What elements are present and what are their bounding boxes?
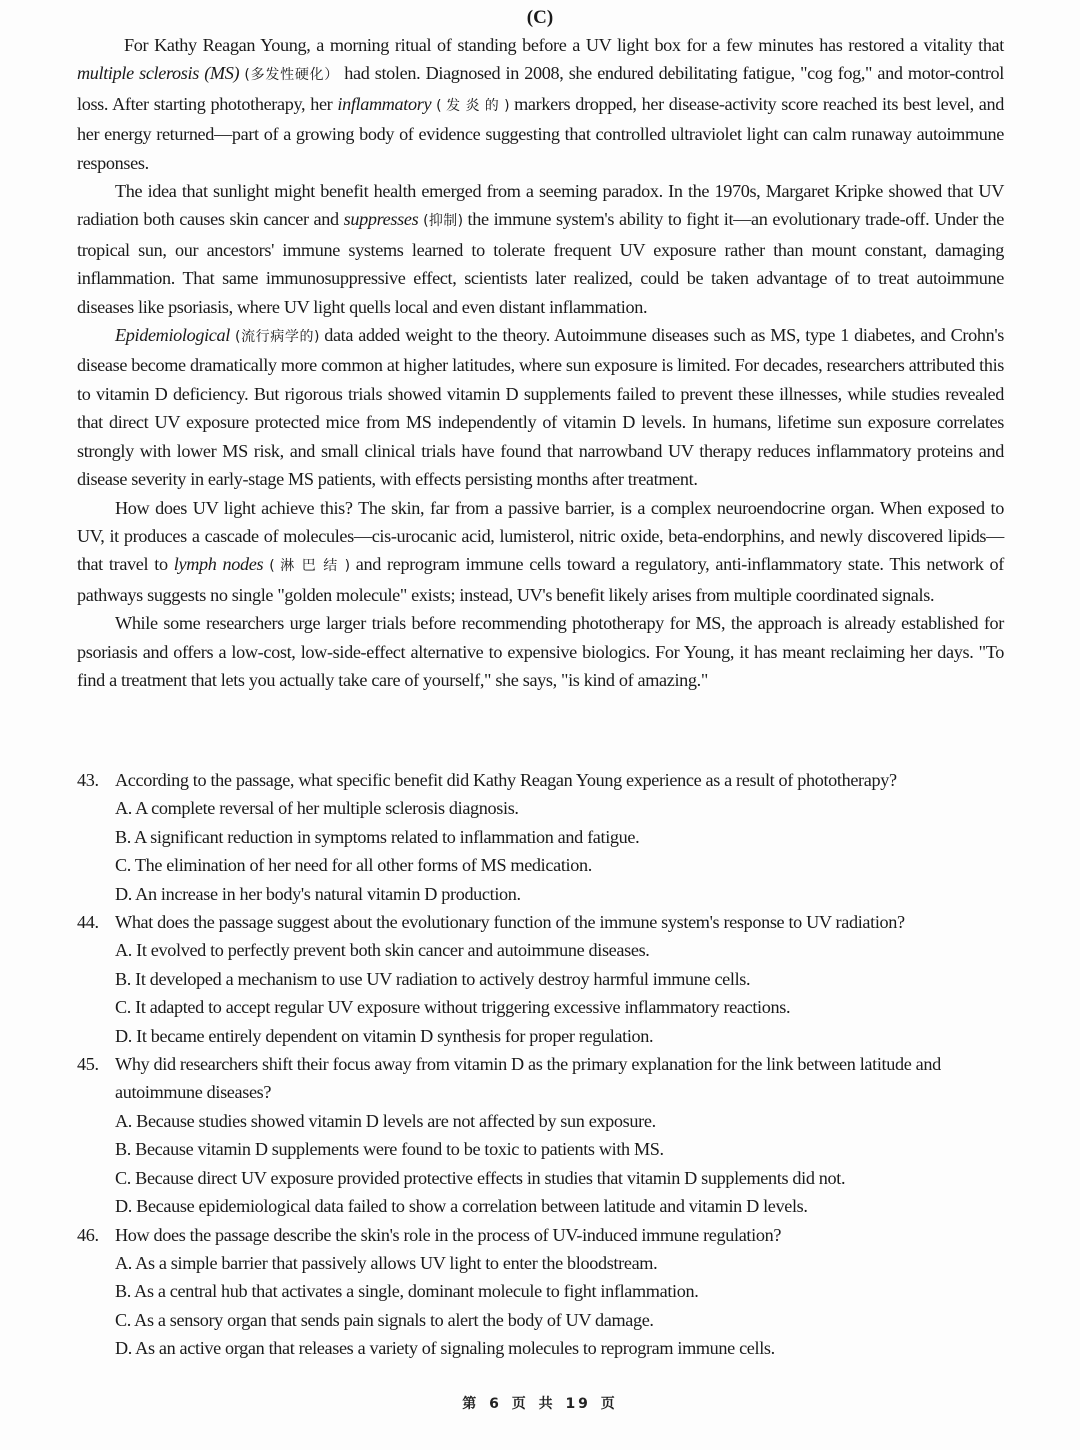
- passage-text: How does UV light achieve this? The skin, far from a passive barrier, is a complex neuroendocrine organ. When exposed to UV, it produces a cascade of molecules—cis-urocanic acid, lumisterol, nitric oxide, beta-endorphins, and newly discovered lipids—that travel to: [77, 497, 1004, 575]
- question-stem: [77, 1221, 1007, 1249]
- chinese-gloss: ( 淋 巴 结 ): [263, 558, 356, 575]
- passage-text: data added weight to the theory. Autoimmune diseases such as MS, type 1 diabetes, and Crohn's disease become dramatically more common at higher latitudes, where sun exposure is limited. For decades, researchers attributed this to vitamin D deficiency. But rigorous trials showed vitamin D supplements failed to prevent these illnesses, while studies revealed that direct UV exposure protected mice from MS independently of vitamin D levels. In humans, lifetime sun exposure correlates strongly with lower MS risk, and small clinical trials have found that narrowband UV therapy reduces inflammatory proteins and disease severity in early-stage MS patients, with effects persisting months after treatment.: [77, 325, 1004, 490]
- section-title: (C): [526, 7, 554, 28]
- passage-text: markers dropped, her disease-activity score reached its best level, and her energy returned—part of a growing body of evidence suggesting that controlled ultraviolet light can calm runaway autoimmune responses.: [77, 93, 1004, 173]
- passage-text: The idea that sunlight might benefit health emerged from a seeming paradox. In the 1970s, Margaret Kripke showed that UV radiation both causes skin cancer and: [77, 181, 1004, 230]
- question-number: 44.: [77, 912, 99, 933]
- passage-text: the immune system's ability to fight it—an evolutionary trade-off. Under the tropical sun, our ancestors' immune systems learned to tolerate frequent UV exposure rather than mount constant, damaging inflammation. That same immunosuppressive effect, scientists later realized, could be taken advantage of to treat autoimmune diseases like psoriasis, where UV light quells local and even distant inflammation.: [77, 209, 1004, 317]
- option-d[interactable]: D. An increase in her body's natural vitamin D production.: [115, 883, 521, 904]
- passage-text: For Kathy Reagan Young, a morning ritual of standing before a UV light box for a few minutes has restored a vitality that: [124, 35, 1004, 55]
- option-b[interactable]: B. As a central hub that activates a single, dominant molecule to fight inflammation.: [115, 1281, 699, 1302]
- question-number: 43.: [77, 770, 99, 790]
- vocabulary-term: lymph nodes: [173, 554, 264, 575]
- question-43: [77, 766, 1007, 908]
- passage-text: had stolen. Diagnosed in 2008, she endured debilitating fatigue, "cog fog," and motor-control loss. After starting phototherapy, her: [77, 63, 1004, 114]
- option-c[interactable]: C. Because direct UV exposure provided protective effects in studies that vitamin D supplements did not.: [115, 1167, 846, 1188]
- option-c[interactable]: C. It adapted to accept regular UV exposure without triggering excessive inflammatory reactions.: [115, 997, 791, 1018]
- option-a[interactable]: A. Because studies showed vitamin D levels are not affected by sun exposure.: [115, 1110, 656, 1131]
- passage-text: While some researchers urge larger trials before recommending phototherapy for MS, the approach is already established for psoriasis and offers a low-cost, low-side-effect alternative to expensive biologics. For Young, it has meant reclaiming her days. "To find a treatment that lets you actually take care of yourself," she says, "is kind of amazing.": [77, 613, 1004, 690]
- answer-options: [77, 794, 1007, 908]
- passage-text: and reprogram immune cells toward a regulatory, anti-inflammatory state. This network of pathways suggests no single "golden molecule" exists; instead, UV's benefit likely arises from multiple coordinated signals.: [77, 554, 1004, 605]
- chinese-gloss: (多发性硬化）: [239, 67, 345, 84]
- option-a[interactable]: A. A complete reversal of her multiple sclerosis diagnosis.: [115, 798, 519, 819]
- question-number: 45.: [77, 1054, 99, 1075]
- vocabulary-term: inflammatory: [337, 93, 432, 114]
- question-text: How does the passage describe the skin's role in the process of UV-induced immune regulation?: [115, 1224, 782, 1245]
- question-list: [77, 766, 1007, 1363]
- option-b[interactable]: B. It developed a mechanism to use UV radiation to actively destroy harmful immune cells.: [115, 968, 751, 989]
- option-a[interactable]: A. It evolved to perfectly prevent both skin cancer and autoimmune diseases.: [115, 940, 650, 961]
- vocabulary-term: multiple sclerosis (MS): [77, 63, 240, 84]
- option-d[interactable]: D. It became entirely dependent on vitamin D synthesis for proper regulation.: [115, 1025, 654, 1046]
- vocabulary-term: suppresses: [343, 209, 419, 230]
- question-text: According to the passage, what specific benefit did Kathy Reagan Young experience as a result of phototherapy?: [115, 770, 897, 790]
- question-44: [77, 908, 1007, 1050]
- passage-paragraph: [77, 494, 1004, 610]
- reading-passage: [77, 31, 1004, 694]
- passage-paragraph: [77, 321, 1004, 493]
- vocabulary-term: Epidemiological: [115, 325, 230, 346]
- question-stem: [77, 1050, 1007, 1107]
- question-stem: [77, 908, 1007, 936]
- passage-paragraph: [77, 177, 1004, 321]
- passage-paragraph: [77, 31, 1004, 177]
- answer-options: [77, 1107, 1007, 1221]
- answer-options: [77, 1249, 1007, 1363]
- question-45: [77, 1050, 1007, 1220]
- option-d[interactable]: D. As an active organ that releases a variety of signaling molecules to reprogram immune cells.: [115, 1338, 775, 1359]
- question-text: What does the passage suggest about the evolutionary function of the immune system's response to UV radiation?: [115, 912, 905, 933]
- option-b[interactable]: B. A significant reduction in symptoms related to inflammation and fatigue.: [115, 826, 640, 847]
- option-a[interactable]: A. As a simple barrier that passively allows UV light to enter the bloodstream.: [115, 1252, 658, 1273]
- chinese-gloss: ( 发 炎 的 ): [431, 97, 515, 114]
- option-c[interactable]: C. As a sensory organ that sends pain signals to alert the body of UV damage.: [115, 1309, 654, 1330]
- question-stem: [77, 766, 1007, 794]
- option-b[interactable]: B. Because vitamin D supplements were found to be toxic to patients with MS.: [115, 1139, 664, 1160]
- question-number: 46.: [77, 1224, 99, 1245]
- option-d[interactable]: D. Because epidemiological data failed to show a correlation between latitude and vitamin D levels.: [115, 1196, 808, 1217]
- page-number-footer: 第 6 页 共 19 页: [462, 1396, 618, 1412]
- question-text: Why did researchers shift their focus away from vitamin D as the primary explanation for the link between latitude and autoimmune diseases?: [115, 1054, 941, 1103]
- chinese-gloss: (流行病学的): [229, 329, 325, 346]
- answer-options: [77, 936, 1007, 1050]
- question-46: [77, 1221, 1007, 1363]
- option-c[interactable]: C. The elimination of her need for all other forms of MS medication.: [115, 855, 592, 876]
- chinese-gloss: (抑制): [418, 213, 468, 230]
- passage-paragraph: [77, 609, 1004, 694]
